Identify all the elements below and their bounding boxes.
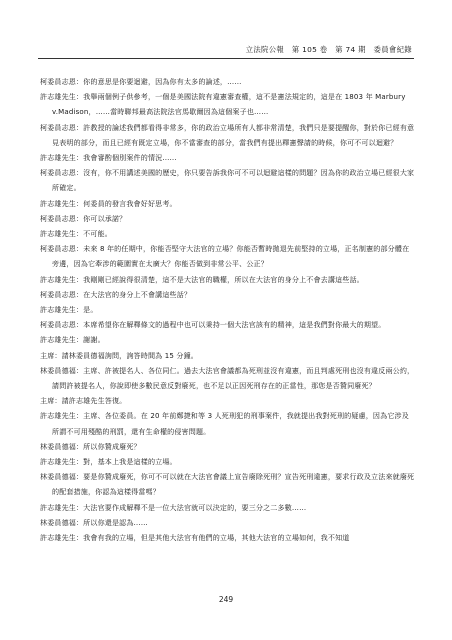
transcript-paragraph: 許志雄先生：何委員的發言我會好好思考。: [40, 198, 177, 208]
transcript-paragraph: 許志雄先生：大法官要作成解釋不是一位大法官就可以決定的，要三分之二多數……: [40, 502, 307, 512]
transcript-paragraph: 許志雄先生：對，基本上我是這樣的立場。: [40, 457, 177, 467]
page-header: [0, 44, 452, 60]
transcript-paragraph: 林委員德福：所以你贊成廢死？: [40, 441, 141, 451]
transcript-paragraph: 許志雄先生：我會有我的立場，但是其他大法官有他們的立場，其他大法官的立場如何，我不知道: [40, 533, 350, 543]
transcript-paragraph: 柯委員志恩：你的意思是你要迴避，因為你有太多的論述，……: [40, 77, 242, 86]
transcript-paragraph: 柯委員志恩：在大法官的身分上不會講這些話？: [40, 289, 192, 299]
transcript-paragraph: 主席：請林委員德福詢問，詢答時間為 15 分鐘。: [40, 350, 198, 360]
transcript-paragraph: 主席：請許志雄先生答復。: [40, 396, 127, 406]
transcript-paragraph: 許志雄先生：我剛剛已經說得很清楚，這不是大法官的職權，所以在大法官的身分上不會去講這些話。: [40, 274, 364, 284]
transcript-paragraph: 林委員德福：主席、許被提名人、各位同仁。過去大法官會議都為死刑並沒有違憲，而且判處死刑也沒有違反兩公約，請問許被提名人，你說即使多數民意反對廢死，也不足以正因死刑存在的正當性，那您是否贊同廢死？: [40, 365, 415, 391]
transcript-paragraph: 柯委員志恩：未來 8 年的任期中，你能否堅守大法官的立場？你能否暫時拋退先前堅持的立場，正名制憲的部分體在旁邊，因為它牽涉的範圍實在太廣大？你能否做到非常公平、公正？: [40, 244, 410, 269]
page-number: 249: [218, 595, 234, 604]
transcript-paragraph: 許志雄先生：我舉兩個例子供參考，一個是美國法院有違憲審查權，這不是憲法規定的，這是在 1803 年 Marbury v.Madison，……當時聯邦最高法院法官馬歇爾因為這個案子也……: [40, 92, 406, 117]
transcript-paragraph: 林委員德福：要是你贊成廢死，你可不可以就在大法官會議上宣告廢除死刑？宣告死刑違憲，要求行政及立法來就廢死的配套措施，你認為這樣得當嗎？: [40, 472, 415, 497]
transcript-body: [40, 74, 416, 545]
transcript-paragraph: 許志雄先生：我會審酌個別案件的情況……: [40, 153, 177, 163]
transcript-paragraph: 許志雄先生：主席、各位委員。在 20 年前鄭捷和等 3 人死刑犯的刑事案件，我就提出我對死刑的疑慮，因為它涉及所謂不可用殘酷的刑罰，還有生命權的侵害問題。: [40, 411, 409, 436]
transcript-paragraph: 許志雄先生：不可能。: [40, 229, 112, 239]
transcript-paragraph: 柯委員志恩：沒有，你不用講述美國的歷史，你只要告訴我你可不可以迴避這樣的問題？因為你的政治立場已經很大家所確定。: [40, 168, 415, 193]
transcript-paragraph: 許志雄先生：謝謝。: [40, 335, 105, 345]
transcript-paragraph: 林委員德福：所以你還是認為……: [40, 517, 148, 527]
gazette-header-title: 立法院公報 第 105 卷 第 74 期 委員會紀錄: [245, 45, 412, 54]
header-rule: [38, 58, 414, 59]
transcript-paragraph: 柯委員志恩：本席希望你在解釋條文的過程中也可以秉持一個大法官該有的精神，這是我們對你最大的期望。: [40, 320, 386, 330]
transcript-paragraph: 許志雄先生：是。: [40, 305, 98, 315]
transcript-paragraph: 柯委員志恩：你可以承諾？: [40, 213, 127, 223]
transcript-paragraph: 柯委員志恩：許教授的論述我們都看得非常多，你的政治立場所有人都非常清楚，我們只是要提醒你，對於你已經有意見表明的部分，而且已經有既定立場，你不當審查的部分，當我們有提出釋憲聲請的時候，你可不可以迴避？: [40, 122, 415, 147]
